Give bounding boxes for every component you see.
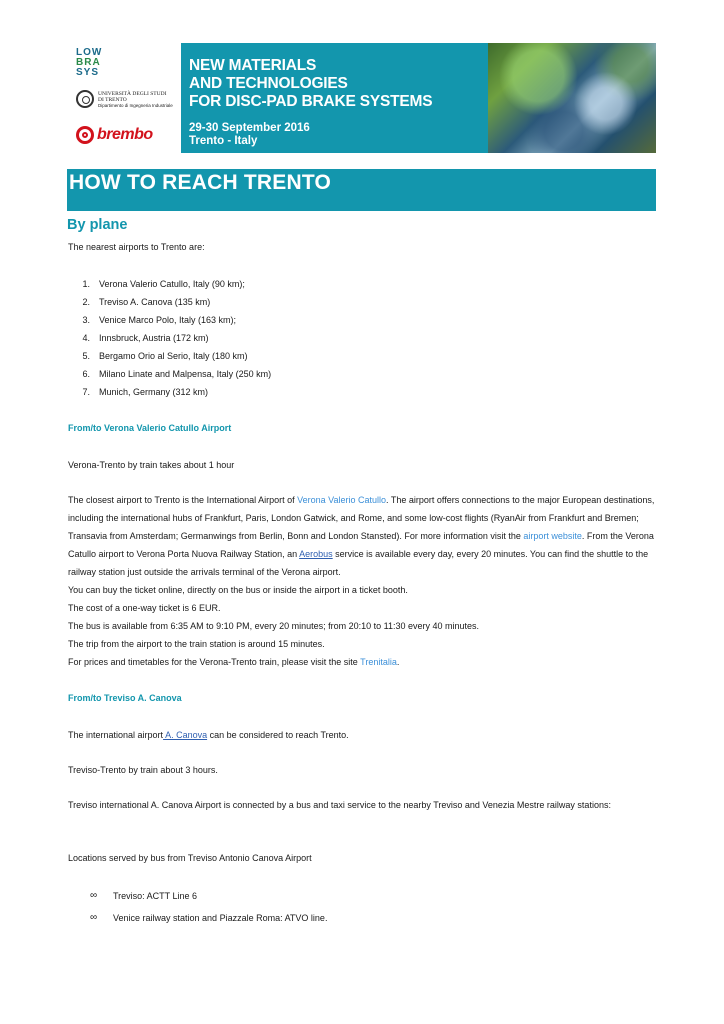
paragraph-text: . [396,657,400,667]
list-text: Venice railway station and Piazzale Roma: ATVO line. [113,913,328,923]
subheading-verona-airport: From/to Verona Valerio Catullo Airport [68,423,232,433]
university-name-line: UNIVERSITÀ DEGLI STUDI [98,91,167,97]
page-title: HOW TO REACH TRENTO [69,171,332,194]
list-text: Innsbruck, Austria (172 km) [99,333,209,343]
list-number: 2. [82,297,90,307]
logo-line: LOW [76,47,103,58]
list-text: Treviso A. Canova (135 km) [99,297,211,307]
verona-airport-link[interactable]: Verona Valerio Catullo [297,495,387,505]
list-number: 4. [82,333,90,343]
list-item [76,293,476,311]
subheading-treviso-airport: From/to Treviso A. Canova [68,693,182,703]
university-of-trento-logo [76,90,176,118]
banner-title-line: NEW MATERIALS [189,57,317,74]
canova-airport-link[interactable]: A. Canova [163,730,208,740]
verona-train-time: Verona-Trento by train takes about 1 hour [68,460,235,470]
list-item [90,911,490,933]
ticket-cost-info: The cost of a one-way ticket is 6 EUR. [68,603,221,613]
list-item [76,275,476,293]
paragraph-text: For prices and timetables for the Verona-Trento train, please visit the site [68,657,361,667]
list-item [76,329,476,347]
airport-website-link[interactable]: airport website [523,531,582,541]
banner-date [189,122,310,148]
list-item [76,383,476,401]
bus-locations-intro: Locations served by bus from Treviso Antonio Canova Airport [68,853,312,863]
paragraph-text: . From the Verona Catullo airport to Verona Porta Nuova Railway Station, an [68,531,654,559]
brembo-logo [76,124,153,146]
list-text: Bergamo Orio al Serio, Italy (180 km) [99,351,248,361]
bullet-infinity-icon: ∞ [90,890,98,901]
brembo-mark-icon [76,126,94,144]
logo-line: SYS [76,67,100,78]
trenitalia-info [68,653,399,671]
list-text: Munich, Germany (312 km) [99,387,209,397]
list-number: 6. [82,369,90,379]
lowbrasys-logo [76,48,110,78]
treviso-train-time: Treviso-Trento by train about 3 hours. [68,765,218,775]
section-title-by-plane: By plane [67,217,128,233]
paragraph-text: . The airport offers connections to the major European destinations, including the international hubs of Frankfurt, Paris, London Gatwick, and Rome, and some low-cost flights (RyanAir from Frankfurt and Bremen; Transavia from Amsterdam; Germanwings from Berlin, Bonn and London Stansted). For more information visit the [68,495,655,541]
banner-title-line: FOR DISC-PAD BRAKE SYSTEMS [189,93,433,110]
banner-photo [488,43,656,153]
paragraph-text: The closest airport to Trento is the International Airport of [68,495,298,505]
paragraph-text: service is available every day, every 20 minutes. You can find the shuttle to the railway station just outside the arrivals terminal of the Verona airport. [68,549,649,577]
list-number: 1. [82,279,90,289]
airports-intro: The nearest airports to Trento are: [68,242,205,252]
logo-line: BRA [76,57,101,68]
list-item [76,311,476,329]
treviso-bus-taxi-info: Treviso international A. Canova Airport is connected by a bus and taxi service to the nearby Treviso and Venezia Mestre railway stations: [68,800,611,810]
banner-date-text: 29-30 September 2016 [189,122,310,134]
paragraph-text: The international airport [68,730,164,740]
banner-title [189,57,432,111]
page-heading-bar [67,169,656,211]
list-item [76,365,476,383]
list-number: 5. [82,351,90,361]
bullet-infinity-icon: ∞ [90,912,98,923]
paragraph-text: can be considered to reach Trento. [207,730,349,740]
ticket-purchase-info: You can buy the ticket online, directly on the bus or inside the airport in a ticket booth. [68,585,408,595]
conference-banner [181,43,656,153]
trip-duration-info: The trip from the airport to the train station is around 15 minutes. [68,639,325,649]
list-number: 3. [82,315,90,325]
list-item [76,347,476,365]
list-number: 7. [82,387,90,397]
bus-location-list [90,889,490,933]
brembo-wordmark: brembo [97,126,153,143]
list-text: Venice Marco Polo, Italy (163 km); [99,315,237,325]
list-item [90,889,490,911]
list-text: Verona Valerio Catullo, Italy (90 km); [99,279,245,289]
department-name: Dipartimento di Ingegneria Industriale [98,103,173,109]
aerobus-link[interactable]: Aerobus [299,549,333,559]
university-seal-icon [76,90,94,108]
trenitalia-link[interactable]: Trenitalia [360,657,397,667]
verona-airport-paragraph [68,491,658,581]
airport-list [76,275,476,401]
banner-location: Trento - Italy [189,135,258,147]
bus-schedule-info: The bus is available from 6:35 AM to 9:10 PM, every 20 minutes; from 20:10 to 11:30 every 40 minutes. [68,621,480,631]
list-text: Treviso: ACTT Line 6 [113,891,198,901]
treviso-airport-intro [68,726,349,744]
university-name-line: DI TRENTO [98,97,127,104]
university-name [98,91,173,110]
list-text: Milano Linate and Malpensa, Italy (250 km) [99,369,272,379]
banner-title-line: AND TECHNOLOGIES [189,75,348,92]
